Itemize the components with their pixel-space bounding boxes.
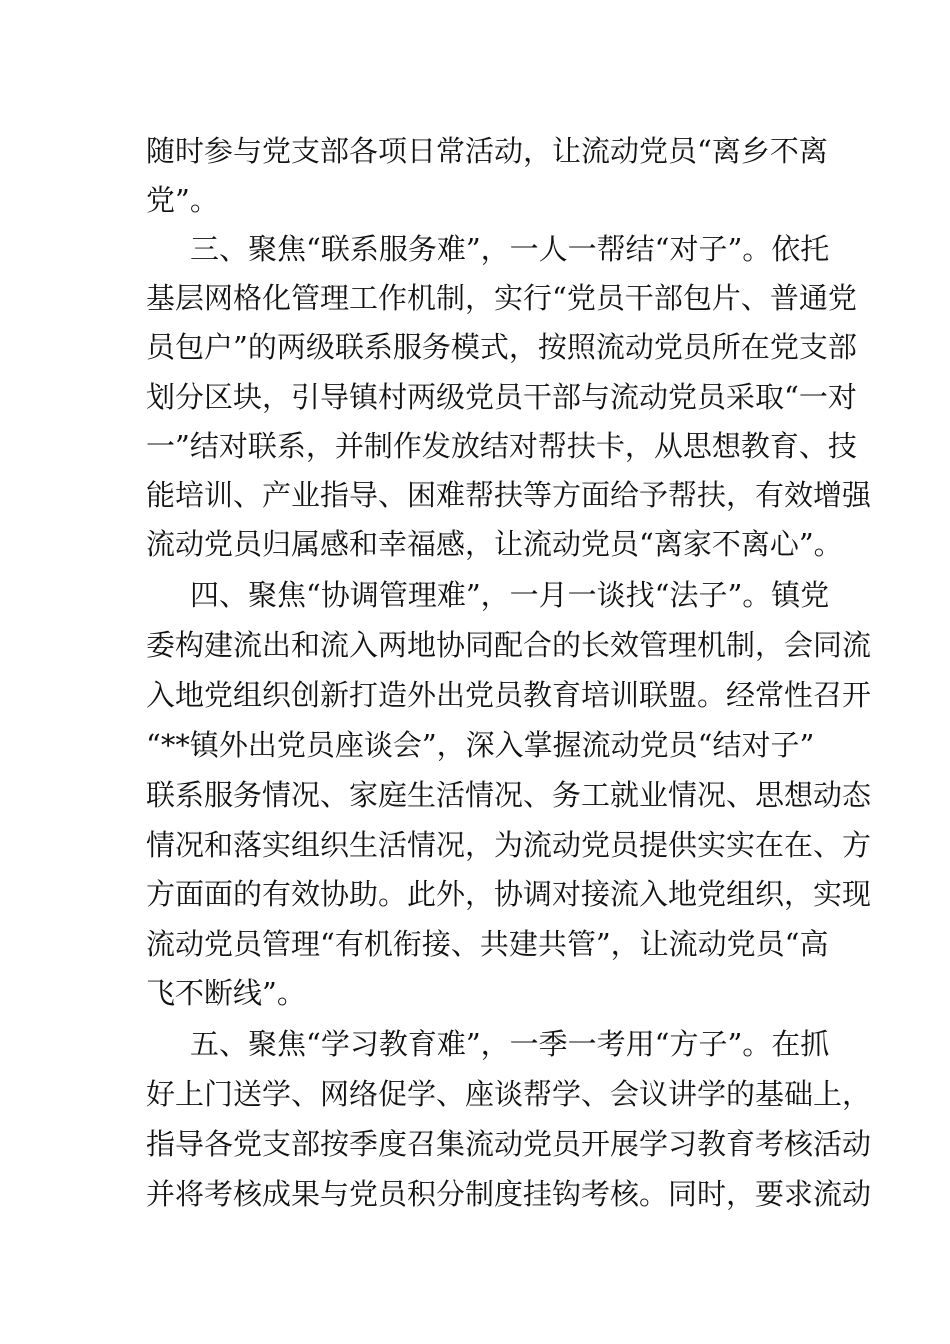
body-line: 党”。	[146, 183, 219, 217]
body-line: 指导各党支部按季度召集流动党员开展学习教育考核活动	[146, 1127, 872, 1161]
body-line: 联系服务情况、家庭生活情况、务工就业情况、思想动态	[146, 778, 872, 812]
body-line: 员包户”的两级联系服务模式，按照流动党员所在党支部	[146, 330, 857, 364]
body-line: 情况和落实组织生活情况，为流动党员提供实实在在、方	[146, 828, 872, 862]
body-line: “**镇外出党员座谈会”，深入掌握流动党员“结对子”	[146, 728, 815, 762]
section-heading-line: 三、聚焦“联系服务难”，一人一帮结“对子”。依托	[190, 232, 830, 266]
body-line: 委构建流出和流入两地协同配合的长效管理机制，会同流	[146, 628, 872, 662]
body-line: 好上门送学、网络促学、座谈帮学、会议讲学的基础上，	[146, 1077, 872, 1111]
body-line: 能培训、产业指导、困难帮扶等方面给予帮扶，有效增强	[146, 478, 872, 512]
body-line: 流动党员归属感和幸福感，让流动党员“离家不离心”。	[146, 527, 843, 561]
body-line: 基层网格化管理工作机制，实行“党员干部包片、普通党	[146, 281, 857, 315]
body-line: 入地党组织创新打造外出党员教育培训联盟。经常性召开	[146, 678, 872, 712]
section-heading-line: 五、聚焦“学习教育难”，一季一考用“方子”。在抓	[190, 1027, 830, 1061]
body-line: 划分区块，引导镇村两级党员干部与流动党员采取“一对	[146, 380, 857, 414]
body-line: 一”结对联系，并制作发放结对帮扶卡，从思想教育、技	[146, 429, 857, 463]
body-line: 流动党员管理“有机衔接、共建共管”，让流动党员“高	[146, 927, 829, 961]
section-heading-line: 四、聚焦“协调管理难”，一月一谈找“法子”。镇党	[190, 578, 830, 612]
body-line: 方面面的有效协助。此外，协调对接流入地党组织，实现	[146, 877, 872, 911]
body-line: 并将考核成果与党员积分制度挂钩考核。同时，要求流动	[146, 1177, 872, 1211]
body-line: 随时参与党支部各项日常活动，让流动党员“离乡不离	[146, 134, 828, 168]
body-line: 飞不断线”。	[146, 976, 306, 1010]
